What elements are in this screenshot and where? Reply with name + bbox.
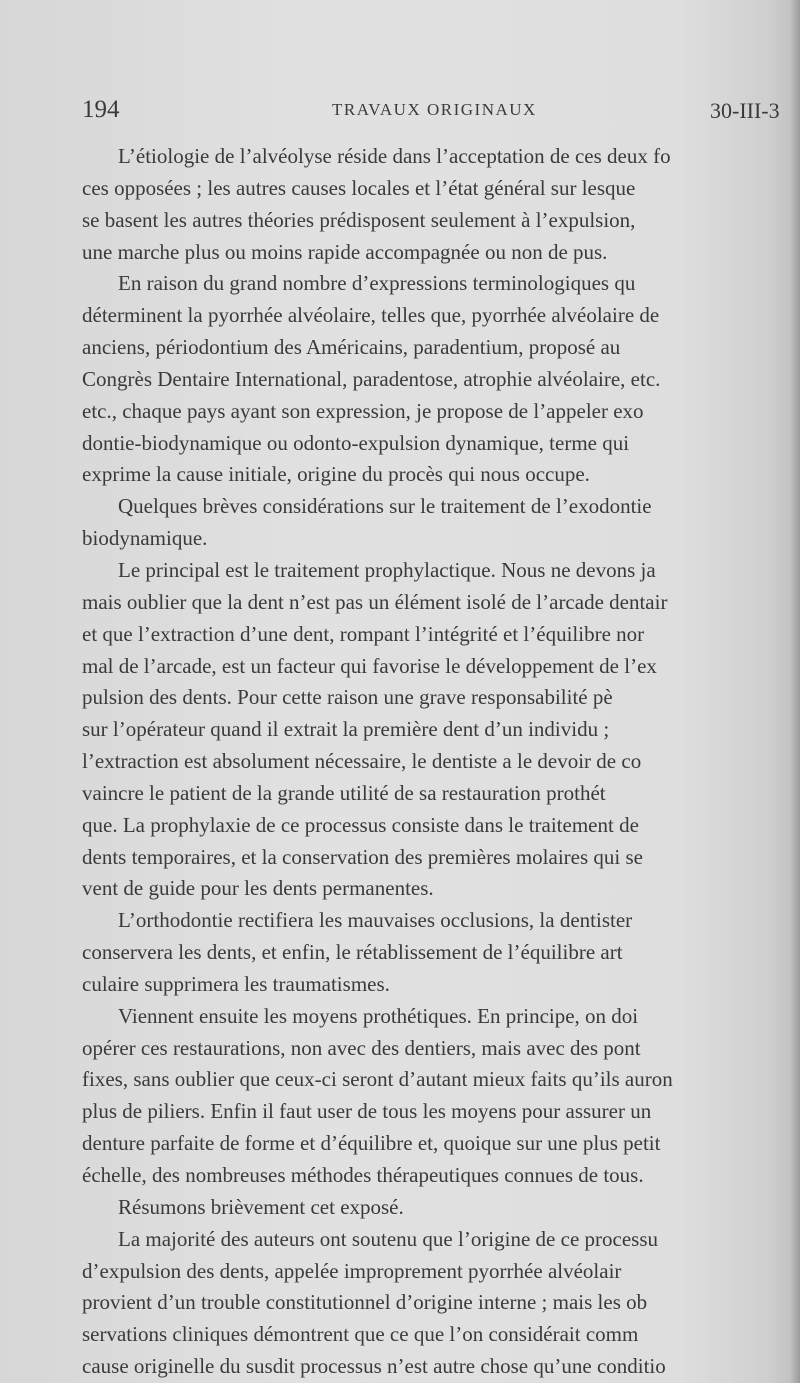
text-line: dents temporaires, et la conservation des premières molaires qui se	[82, 844, 643, 869]
text-line: Congrès Dentaire International, paradentose, atrophie alvéolaire, etc.	[82, 366, 661, 391]
text-line: d’expulsion des dents, appelée improprement pyorrhée alvéolair	[82, 1258, 622, 1283]
text-line: etc., chaque pays ayant son expression, je propose de l’appeler exo	[82, 398, 644, 423]
running-title: TRAVAUX ORIGINAUX	[332, 100, 537, 119]
text-line: que. La prophylaxie de ce processus consiste dans le traitement de	[82, 812, 639, 837]
text-line: fixes, sans oublier que ceux-ci seront d’autant mieux faits qu’ils auron	[82, 1067, 673, 1092]
text-line: conservera les dents, et enfin, le rétablissement de l’équilibre art	[82, 940, 623, 965]
text-line: échelle, des nombreuses méthodes thérapeutiques connues de tous.	[82, 1163, 644, 1187]
text-line: une marche plus ou moins rapide accompagnée ou non de pus.	[82, 239, 608, 264]
page-edge-shadow	[790, 0, 800, 1383]
text-line: opérer ces restaurations, non avec des dentiers, mais avec des pont	[82, 1035, 641, 1060]
text-line: Résumons brièvement cet exposé.	[118, 1194, 404, 1219]
text-line: l’extraction est absolument nécessaire, le dentiste a le devoir de co	[82, 749, 642, 774]
text-line: biodynamique.	[82, 526, 208, 551]
text-line: et que l’extraction d’une dent, rompant l’intégrité et l’équilibre nor	[82, 621, 645, 646]
text-line: vent de guide pour les dents permanentes.	[82, 876, 434, 901]
text-line: Le principal est le traitement prophylactique. Nous ne devons ja	[118, 557, 656, 582]
text-line: dontie-biodynamique ou odonto-expulsion dynamique, terme qui	[82, 430, 630, 455]
text-line: exprime la cause initiale, origine du procès qui nous occupe.	[82, 462, 590, 487]
text-line: culaire supprimera les traumatismes.	[82, 971, 390, 996]
page-number: 194	[82, 96, 120, 123]
text-line: déterminent la pyorrhée alvéolaire, telles que, pyorrhée alvéolaire de	[82, 303, 660, 328]
text-line: ces opposées ; les autres causes locales et l’état général sur lesque	[82, 175, 636, 200]
text-line: plus de piliers. Enfin il faut user de tous les moyens pour assurer un	[82, 1099, 652, 1124]
text-line: En raison du grand nombre d’expressions terminologiques qu	[118, 271, 636, 296]
text-line: mais oublier que la dent n’est pas un élément isolé de l’arcade dentair	[82, 589, 668, 614]
date-mark: 30-III-3	[710, 98, 780, 123]
text-line: L’orthodontie rectifiera les mauvaises occlusions, la dentister	[118, 908, 633, 933]
body-text	[82, 141, 800, 1383]
text-line: anciens, périodontium des Américains, paradentium, proposé au	[82, 335, 621, 360]
text-line: sur l’opérateur quand il extrait la première dent d’un individu ;	[82, 717, 610, 742]
text-line: Quelques brèves considérations sur le traitement de l’exodontie	[118, 494, 652, 519]
text-line: L’étiologie de l’alvéolyse réside dans l’acceptation de ces deux fo	[118, 144, 671, 168]
text-line: pulsion des dents. Pour cette raison une grave responsabilité pè	[82, 685, 613, 710]
text-line: denture parfaite de forme et d’équilibre et, quoique sur une plus petit	[82, 1131, 661, 1156]
page-header	[82, 96, 794, 126]
text-line: Viennent ensuite les moyens prothétiques. En principe, on doi	[118, 1003, 639, 1028]
text-line: servations cliniques démontrent que ce que l’on considérait comm	[82, 1322, 639, 1347]
text-line: provient d’un trouble constitutionnel d’origine interne ; mais les ob	[82, 1290, 648, 1315]
text-line: vaincre le patient de la grande utilité de sa restauration prothét	[82, 780, 606, 805]
text-line: La majorité des auteurs ont soutenu que l’origine de ce processu	[118, 1226, 658, 1251]
text-line: se basent les autres théories prédisposent seulement à l’expulsion,	[82, 207, 636, 232]
text-line: mal de l’arcade, est un facteur qui favorise le développement de l’ex	[82, 653, 657, 678]
text-line: cause originelle du susdit processus n’est autre chose qu’une conditio	[82, 1354, 666, 1379]
